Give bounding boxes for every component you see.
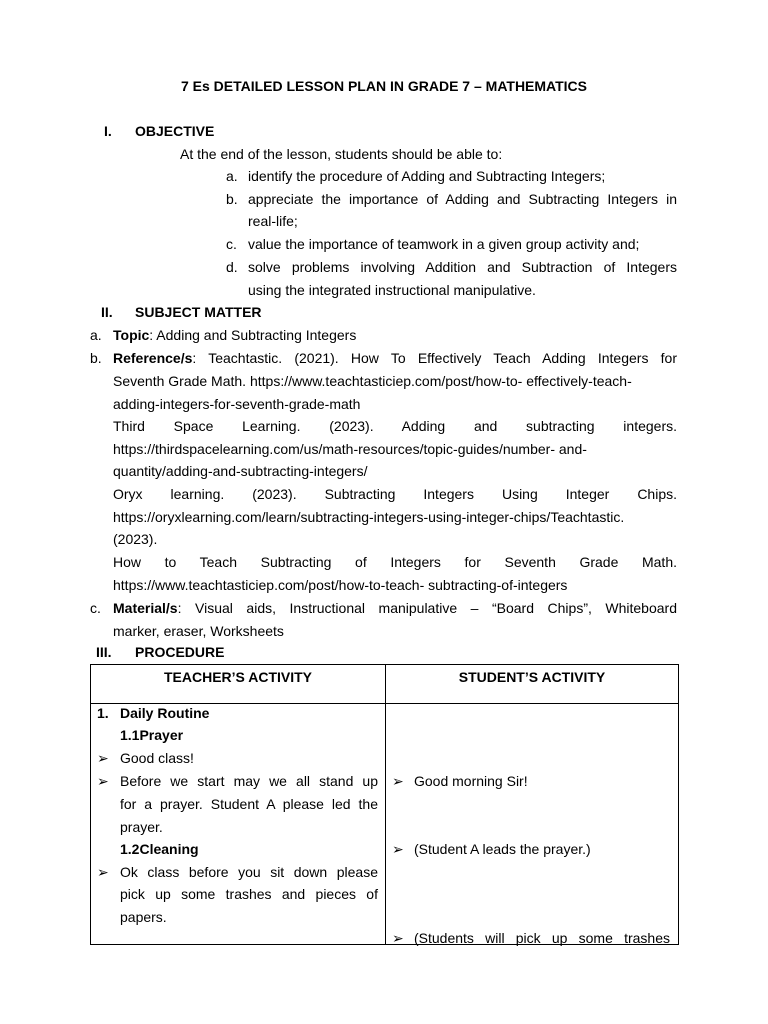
reference-text: https://www.teachtasticiep.com/post/how-to-teach- subtracting-of-integers <box>113 577 568 593</box>
reference-text: (2023). <box>113 531 158 547</box>
teacher-line: Good class! <box>120 750 194 766</box>
bullet-arrow-icon: ➢ <box>97 773 109 789</box>
procedure-numeral: III. <box>96 644 112 660</box>
bullet-arrow-icon: ➢ <box>392 773 404 789</box>
objective-intro: At the end of the lesson, students should be able to: <box>180 146 503 162</box>
teacher-line: prayer. <box>120 819 163 835</box>
objective-item-text: appreciate the importance of Adding and Subtracting Integers in <box>248 191 677 207</box>
objective-numeral: I. <box>104 123 112 139</box>
student-line: Good morning Sir! <box>414 773 528 789</box>
reference-line <box>113 349 677 367</box>
reference-text: Seventh Grade Math. https://www.teachtasticiep.com/post/how-to- effectively-teach- <box>113 373 632 389</box>
objective-item-text: value the importance of teamwork in a given group activity and; <box>248 236 640 252</box>
teacher-line: for a prayer. Student A please led the <box>120 796 378 812</box>
reference-label: Reference/s <box>113 350 193 366</box>
reference-text: Third Space Learning. (2023). Adding and subtracting integers. <box>113 418 677 434</box>
teacher-activity-cell <box>91 704 386 945</box>
bullet-arrow-icon: ➢ <box>392 841 404 857</box>
objective-heading: OBJECTIVE <box>135 123 215 139</box>
student-activity-cell <box>386 704 679 945</box>
teacher-activity-header: TEACHER’S ACTIVITY <box>91 665 386 704</box>
reference-text: adding-integers-for-seventh-grade-math <box>113 396 361 412</box>
objective-item-text: identify the procedure of Adding and Subtracting Integers; <box>248 168 606 184</box>
topic-letter: a. <box>90 327 102 343</box>
reference-text: : Teachtastic. (2021). How To Effectively Teach Adding Integers for <box>192 350 677 366</box>
topic-line <box>113 326 356 344</box>
objective-item-text: real-life; <box>248 213 298 229</box>
objective-item-letter: b. <box>226 191 238 207</box>
routine-number: 1. <box>97 705 109 721</box>
routine-label: Daily Routine <box>120 705 210 721</box>
materials-text: : Visual aids, Instructional manipulative – “Board Chips”, Whiteboard <box>177 600 677 616</box>
teacher-line: Ok class before you sit down please <box>120 864 378 880</box>
bullet-arrow-icon: ➢ <box>97 864 109 880</box>
topic-value: : Adding and Subtracting Integers <box>149 327 357 343</box>
subject-numeral: II. <box>101 304 113 320</box>
reference-text: Oryx learning. (2023). Subtracting Integers Using Integer Chips. <box>113 486 677 502</box>
reference-text: https://thirdspacelearning.com/us/math-resources/topic-guides/number- and- <box>113 441 587 457</box>
reference-text: https://oryxlearning.com/learn/subtracting-integers-using-integer-chips/Teachtastic. <box>113 509 625 525</box>
procedure-table <box>90 664 679 945</box>
materials-letter: c. <box>90 600 101 616</box>
materials-text: marker, eraser, Worksheets <box>113 623 284 639</box>
prayer-label: 1.1Prayer <box>120 727 184 743</box>
objective-item-text: using the integrated instructional manipulative. <box>248 282 536 298</box>
reference-text: How to Teach Subtracting of Integers for Seventh Grade Math. <box>113 554 677 570</box>
reference-text: quantity/adding-and-subtracting-integers/ <box>113 463 368 479</box>
reference-letter: b. <box>90 350 102 366</box>
objective-item-letter: d. <box>226 259 238 275</box>
objective-item-letter: c. <box>226 236 237 252</box>
teacher-line: Before we start may we all stand up <box>120 773 378 789</box>
bullet-arrow-icon: ➢ <box>97 750 109 766</box>
document-title: 7 Es DETAILED LESSON PLAN IN GRADE 7 – MATHEMATICS <box>180 78 588 94</box>
cleaning-label: 1.2Cleaning <box>120 841 199 857</box>
topic-label: Topic <box>113 327 150 343</box>
objective-item-text: solve problems involving Addition and Subtraction of Integers <box>248 259 677 275</box>
student-line: (Student A leads the prayer.) <box>414 841 591 857</box>
procedure-heading: PROCEDURE <box>135 644 225 660</box>
teacher-line: papers. <box>120 909 167 925</box>
bullet-arrow-icon: ➢ <box>392 930 404 946</box>
student-activity-header: STUDENT’S ACTIVITY <box>386 665 679 704</box>
materials-label: Material/s <box>113 600 178 616</box>
student-line: (Students will pick up some trashes <box>414 930 670 946</box>
teacher-line: pick up some trashes and pieces of <box>120 886 378 902</box>
materials-line <box>113 599 677 617</box>
objective-item-letter: a. <box>226 168 238 184</box>
subject-heading: SUBJECT MATTER <box>135 304 262 320</box>
